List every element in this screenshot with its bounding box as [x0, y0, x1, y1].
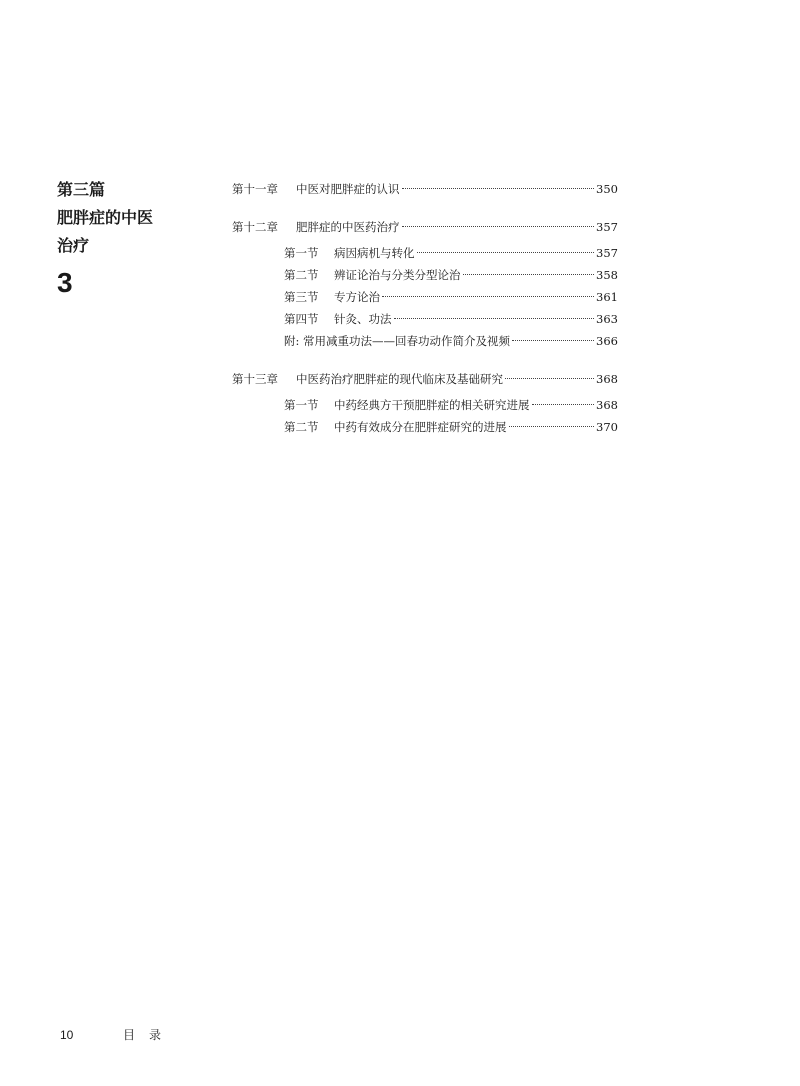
toc-section-12-1[interactable] [232, 242, 618, 264]
part-title-line-2: 治疗 [57, 236, 90, 255]
toc-section-title: 专方论治 [334, 290, 380, 304]
toc-page-number: 361 [596, 290, 618, 304]
part-number: 3 [57, 267, 73, 298]
toc-chapter-11[interactable] [232, 178, 618, 200]
toc-page-number: 368 [596, 398, 618, 412]
toc-section-title: 中药有效成分在肥胖症研究的进展 [334, 420, 507, 434]
toc-appendix-12[interactable] [232, 330, 618, 352]
toc-section-12-3[interactable] [232, 286, 618, 308]
part-title-line-1: 肥胖症的中医 [57, 208, 154, 227]
part-label: 第三篇 [57, 180, 106, 199]
toc-chapter-label: 第十二章 [232, 220, 278, 234]
toc-chapter-title: 中医药治疗肥胖症的现代临床及基础研究 [296, 372, 503, 386]
toc-dot-leader [402, 188, 595, 189]
toc-page-number: 363 [596, 312, 618, 326]
toc-chapter-title: 肥胖症的中医药治疗 [296, 220, 400, 234]
toc-dot-leader [509, 426, 595, 427]
toc-dot-leader [382, 296, 594, 297]
toc-chapter-label: 第十三章 [232, 372, 278, 386]
toc-section-title: 针灸、功法 [334, 312, 392, 326]
toc-dot-leader [532, 404, 595, 405]
toc-dot-leader [394, 318, 595, 319]
toc-section-label: 第二节 [284, 268, 319, 282]
toc-section-label: 第二节 [284, 420, 319, 434]
part-heading [57, 176, 197, 300]
toc-chapter-label: 第十一章 [232, 182, 278, 196]
toc-page-number: 357 [596, 246, 618, 260]
toc-section-label: 第一节 [284, 246, 319, 260]
toc-chapter-12[interactable] [232, 216, 618, 238]
toc-section-label: 第一节 [284, 398, 319, 412]
toc-page-number: 370 [596, 420, 618, 434]
toc-page-number: 366 [596, 334, 618, 348]
toc-appendix-title: 附: 常用减重功法——回春功动作简介及视频 [284, 334, 511, 348]
toc-section-title: 病因病机与转化 [334, 246, 415, 260]
toc-dot-leader [505, 378, 594, 379]
toc-page-number: 368 [596, 372, 618, 386]
toc-section-title: 辨证论治与分类分型论治 [334, 268, 461, 282]
toc-chapter-title: 中医对肥胖症的认识 [296, 182, 400, 196]
toc-section-label: 第四节 [284, 312, 319, 326]
table-of-contents [232, 178, 618, 438]
toc-section-title: 中药经典方干预肥胖症的相关研究进展 [334, 398, 530, 412]
running-head: 目录 [123, 1028, 176, 1042]
toc-chapter-13[interactable] [232, 368, 618, 390]
toc-section-13-1[interactable] [232, 394, 618, 416]
page-number: 10 [60, 1028, 74, 1042]
toc-section-13-2[interactable] [232, 416, 618, 438]
toc-section-12-2[interactable] [232, 264, 618, 286]
toc-page-number: 357 [596, 220, 618, 234]
page-footer [60, 1027, 175, 1043]
toc-dot-leader [402, 226, 595, 227]
toc-page-number: 358 [596, 268, 618, 282]
toc-dot-leader [512, 340, 594, 341]
toc-dot-leader [463, 274, 595, 275]
toc-dot-leader [417, 252, 595, 253]
toc-section-label: 第三节 [284, 290, 319, 304]
toc-section-12-4[interactable] [232, 308, 618, 330]
toc-page-number: 350 [596, 182, 618, 196]
